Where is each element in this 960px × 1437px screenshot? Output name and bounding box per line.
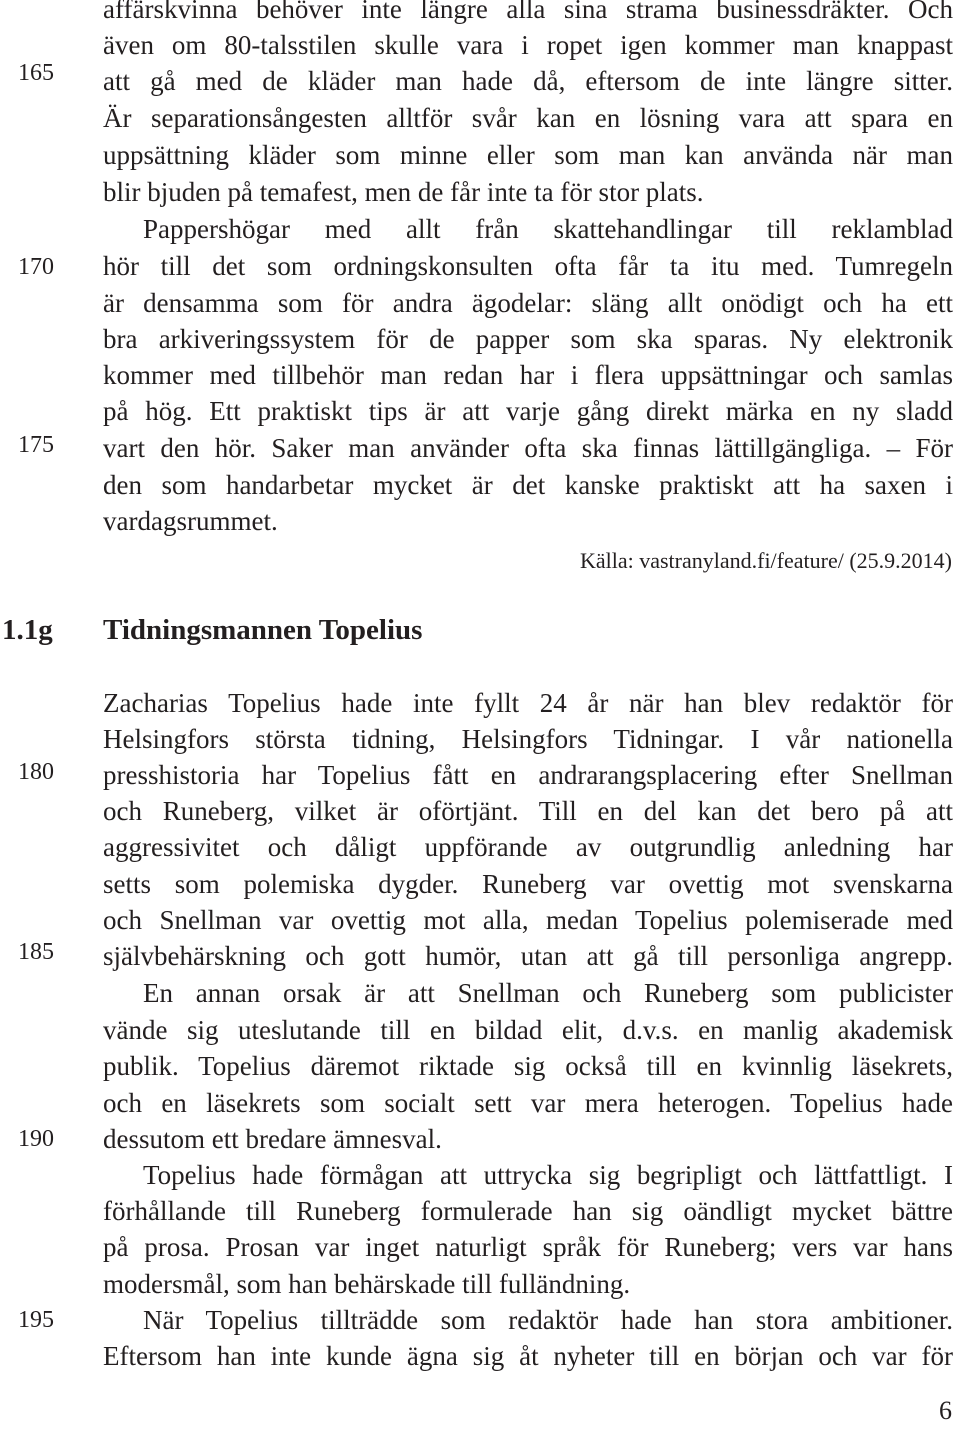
line-number: 170 <box>18 254 54 280</box>
text-line: Helsingfors största tidning, Helsingfors Tidningar. I vår nationella <box>103 724 953 754</box>
text-line: presshistoria har Topelius fått en andrarangsplacering efter Snellman <box>103 760 953 790</box>
line-number: 195 <box>18 1307 54 1333</box>
text-line: självbehärskning och gott humör, utan att gå till personliga angrepp. <box>103 941 953 971</box>
text-line: Är separationsångesten alltför svår kan en lösning vara att spara en <box>103 103 953 133</box>
text-line: uppsättning kläder som minne eller som man kan använda när man <box>103 140 953 170</box>
text-line: aggressivitet och dåligt uppförande av outgrundlig anledning har <box>103 832 953 862</box>
text-line: Eftersom han inte kunde ägna sig åt nyheter till en början och var för <box>103 1341 953 1371</box>
text-line: är densamma som för andra ägodelar: släng allt onödigt och ha ett <box>103 288 953 318</box>
text-line: och Runeberg, vilket är oförtjänt. Till en del kan det bero på att <box>103 796 953 826</box>
text-line: den som handarbetar mycket är det kanske praktiskt att ha saxen i <box>103 470 953 500</box>
line-number: 180 <box>18 759 54 785</box>
text-line: och en läsekrets som socialt sett var mera heterogen. Topelius hade <box>103 1088 953 1118</box>
text-line: publik. Topelius däremot riktade sig också till en kvinnlig läsekrets, <box>103 1051 953 1081</box>
page-number: 6 <box>939 1396 952 1425</box>
text-line: och Snellman var ovettig mot alla, medan Topelius polemiserade med <box>103 905 953 935</box>
line-number: 175 <box>18 432 54 458</box>
text-line: modersmål, som han behärskade till fulländning. <box>103 1269 631 1299</box>
source-citation: Källa: vastranyland.fi/feature/ (25.9.2014) <box>579 548 952 573</box>
text-line: affärskvinna behöver inte längre alla sina strama businessdräkter. Och <box>103 0 953 24</box>
text-line: även om 80-talsstilen skulle vara i ropet igen kommer man knappast <box>103 30 953 60</box>
text-line: hör till det som ordningskonsulten ofta får ta itu med. Tumregeln <box>103 251 953 281</box>
text-line: Zacharias Topelius hade inte fyllt 24 år när han blev redaktör för <box>103 688 953 718</box>
text-line: dessutom ett bredare ämnesval. <box>103 1124 442 1154</box>
text-line: på hög. Ett praktiskt tips är att varje gång direkt märka en ny sladd <box>103 396 953 426</box>
text-line: bra arkiveringssystem för de papper som ska sparas. Ny elektronik <box>103 324 953 354</box>
text-line: setts som polemiska dygder. Runeberg var ovettig mot svenskarna <box>103 869 953 899</box>
text-line: vände sig uteslutande till en bildad elit, d.v.s. en manlig akademisk <box>103 1015 953 1045</box>
line-number: 190 <box>18 1126 54 1152</box>
text-line: När Topelius tillträdde som redaktör hade han stora ambitioner. <box>143 1305 953 1335</box>
section-number: 1.1g <box>2 614 53 646</box>
text-line: kommer med tillbehör man redan har i flera uppsättningar och samlas <box>103 360 953 390</box>
line-number: 185 <box>18 939 54 965</box>
text-line: förhållande till Runeberg formulerade han sig oändligt mycket bättre <box>103 1196 953 1226</box>
text-line: vart den hör. Saker man använder ofta ska finnas lättillgängliga. – För <box>103 433 953 463</box>
text-line: Topelius hade förmågan att uttrycka sig begripligt och lättfattligt. I <box>143 1160 953 1190</box>
text-line: på prosa. Prosan var inget naturligt språk för Runeberg; vers var hans <box>103 1232 953 1262</box>
line-number: 165 <box>18 60 54 86</box>
text-line: att gå med de kläder man hade då, eftersom de inte längre sitter. <box>103 66 953 96</box>
text-line: blir bjuden på temafest, men de får inte ta för stor plats. <box>103 177 704 207</box>
section-title: Tidningsmannen Topelius <box>103 614 423 646</box>
text-line: En annan orsak är att Snellman och Runeberg som publicister <box>143 978 953 1008</box>
text-line: vardagsrummet. <box>103 506 278 536</box>
text-line: Pappershögar med allt från skattehandlingar till reklamblad <box>143 214 953 244</box>
